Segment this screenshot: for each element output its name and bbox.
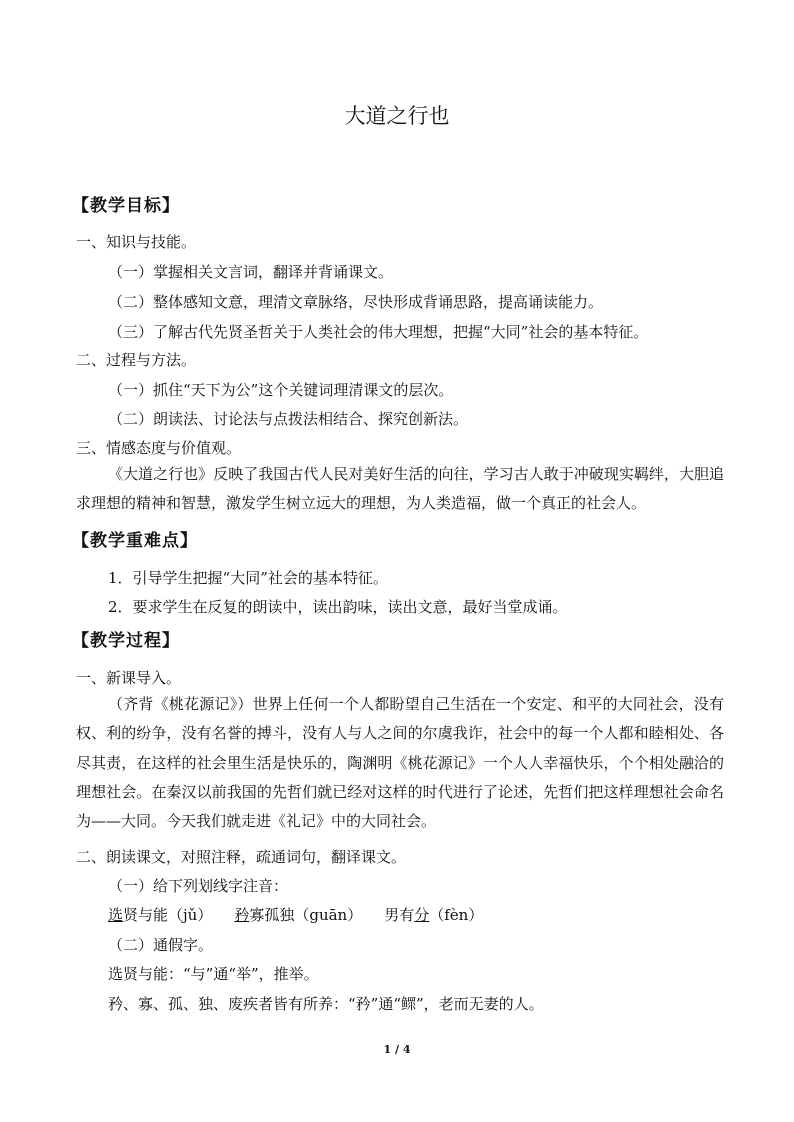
goal-1-heading: 一、知识与技能。 bbox=[76, 233, 197, 251]
goal-3-heading: 三、情感态度与价值观。 bbox=[76, 439, 242, 457]
goal-2-heading: 二、过程与方法。 bbox=[76, 351, 197, 369]
pinyin-1: 贤与能（jǔ） bbox=[123, 906, 213, 924]
goal-2-item-a: （一）抓住“天下为公”这个关键词理清课文的层次。 bbox=[108, 381, 454, 399]
process-2-item-b: （二）通假字。 bbox=[108, 936, 214, 954]
page-title: 大道之行也 bbox=[344, 104, 450, 128]
section-heading-goals: 【教学目标】 bbox=[72, 196, 180, 216]
pinyin-3: （fèn） bbox=[429, 906, 484, 924]
goal-3-paragraph: 《大道之行也》反映了我国古代人民对美好生活的向往，学习古人敢于冲破现实羁绊，大胆追求理想的精神和智慧，激发学生树立远大的理想，为人类造福，做一个真正的社会人。 bbox=[76, 465, 724, 513]
underlined-char-3: 分 bbox=[414, 906, 430, 924]
underlined-char-1: 选 bbox=[108, 906, 124, 924]
goal-1-item-b: （二）整体感知文意，理清文章脉络，尽快形成背诵思路，提高诵读能力。 bbox=[108, 293, 604, 311]
underlined-char-2: 矜 bbox=[234, 906, 250, 924]
keypoint-1: 1．引导学生把握“大同”社会的基本特征。 bbox=[108, 569, 388, 587]
process-1-heading: 一、新课导入。 bbox=[76, 669, 182, 687]
process-2-heading: 二、朗读课文，对照注释，疏通词句，翻译课文。 bbox=[76, 848, 407, 866]
tongjia-2: 矜、寡、孤、独、废疾者皆有所养：“矜”通“鳏”，老而无妻的人。 bbox=[108, 995, 544, 1013]
page-number: 1 / 4 bbox=[383, 1043, 411, 1056]
goal-1-item-c: （三）了解古代先贤圣哲关于人类社会的伟大理想，把握“大同”社会的基本特征。 bbox=[108, 323, 649, 341]
process-2-item-a: （一）给下列划线字注音： bbox=[108, 877, 289, 895]
tongjia-1: 选贤与能：“与”通“举”，推举。 bbox=[108, 965, 319, 983]
keypoint-2: 2．要求学生在反复的朗读中，读出韵味，读出文意，最好当堂成诵。 bbox=[108, 598, 568, 616]
pinyin-2: 寡孤独（guān） bbox=[249, 906, 363, 924]
section-heading-process: 【教学过程】 bbox=[72, 631, 180, 651]
pinyin-3-prefix: 男有 bbox=[384, 906, 415, 924]
process-1-paragraph: （齐背《桃花源记》）世界上任何一个人都盼望自己生活在一个安定、和平的大同社会，没有权、利的纷争，没有名誉的搏斗，没有人与人之间的尔虞我诈，社会中的每一个人都和睦相处、各尽其责，在这样的社会里生活是快乐的，陶渊明《桃花源记》一个人人幸福快乐，个个相处融洽的理想社会。在秦汉以前我国的先哲们就已经对这样的时代进行了论述，先哲们把这样理想社会命名为——大同。今天我们就走进《礼记》中的大同社会。 bbox=[76, 695, 724, 831]
pinyin-exercise-row bbox=[108, 904, 483, 926]
goal-2-item-b: （二）朗读法、讨论法与点拨法相结合、探究创新法。 bbox=[108, 410, 469, 428]
section-heading-keypoints: 【教学重难点】 bbox=[72, 531, 198, 551]
goal-1-item-a: （一）掌握相关文言词，翻译并背诵课文。 bbox=[108, 263, 394, 281]
